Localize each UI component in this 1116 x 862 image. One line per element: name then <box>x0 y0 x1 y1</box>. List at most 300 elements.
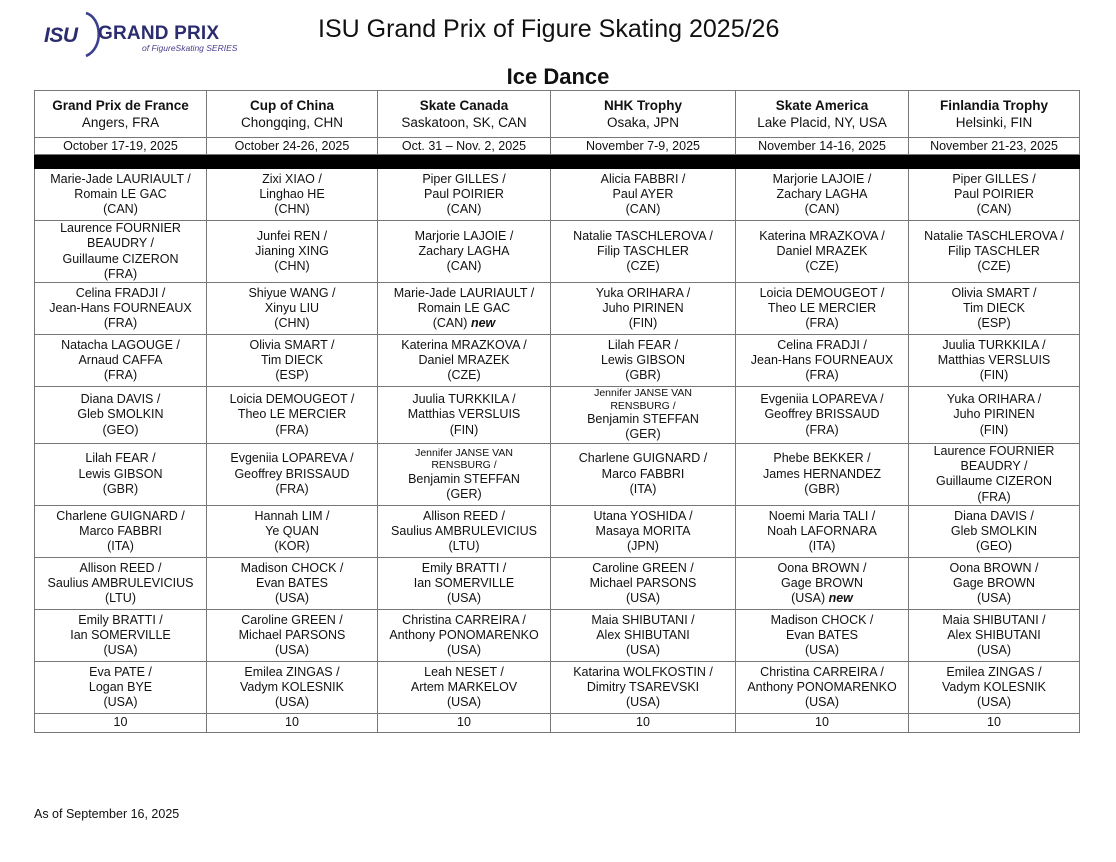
entry-cell <box>736 221 909 283</box>
entry-cell <box>35 335 207 387</box>
entry-cell <box>551 557 736 609</box>
entry-text: (USA) <box>274 591 310 606</box>
entry-line <box>911 423 1077 438</box>
entry-line <box>380 229 548 244</box>
entry-cell <box>736 169 909 221</box>
entry-line <box>738 539 906 554</box>
entry-line <box>553 695 733 710</box>
separator-cell <box>207 155 378 169</box>
entry-line <box>911 665 1077 680</box>
separator-cell <box>909 155 1080 169</box>
entry-line <box>37 187 204 202</box>
entry-text: Emilea ZINGAS / <box>946 664 1042 679</box>
separator-cell <box>378 155 551 169</box>
entry-cell <box>909 505 1080 557</box>
entry-text: (JPN) <box>627 539 659 554</box>
entry-line <box>553 353 733 368</box>
entry-line <box>553 680 733 695</box>
entry-cell <box>207 335 378 387</box>
entry-line <box>380 202 548 217</box>
entry-text: Maia SHIBUTANI / <box>591 612 695 627</box>
logo-series-text: of FigureSkating SERIES <box>142 43 238 53</box>
entry-cell <box>909 387 1080 444</box>
entry-line <box>911 316 1077 331</box>
entry-text: Piper GILLES / <box>422 171 506 186</box>
entry-line <box>911 172 1077 187</box>
entry-text: (LTU) <box>104 591 136 606</box>
entry-line <box>911 591 1077 606</box>
entry-text: (USA) <box>791 591 826 606</box>
entry-text: Romain LE GAC <box>417 301 511 316</box>
entry-text: Lilah FEAR / <box>85 451 156 466</box>
entry-line <box>738 423 906 438</box>
entry-cell <box>909 443 1080 505</box>
entry-text: Jean-Hans FOURNEAUX <box>750 353 894 368</box>
entry-text: (FIN) <box>449 422 479 437</box>
entry-line <box>553 628 733 643</box>
entry-text: Loicia DEMOUGEOT / <box>759 285 885 300</box>
entry-text: Marjorie LAJOIE / <box>414 228 514 243</box>
entry-line <box>738 576 906 591</box>
entry-text: Piper GILLES / <box>952 171 1036 186</box>
entry-text: (FRA) <box>103 266 138 281</box>
entry-text: Paul POIRIER <box>954 186 1034 201</box>
entry-text: (CAN) <box>432 316 468 331</box>
entry-text: Marco FABBRI <box>79 523 162 538</box>
entry-text: Madison CHOCK / <box>240 560 344 575</box>
entry-line <box>380 316 548 331</box>
entry-line <box>553 229 733 244</box>
entry-line <box>209 187 375 202</box>
entry-text: Juho PIRINEN <box>602 301 684 316</box>
entry-line <box>911 202 1077 217</box>
entry-line <box>380 680 548 695</box>
entry-count: 10 <box>207 713 378 732</box>
entry-line <box>738 316 906 331</box>
entry-line <box>553 427 733 442</box>
entry-line <box>209 368 375 383</box>
entry-line <box>553 451 733 466</box>
entry-text: Ian SOMERVILLE <box>413 575 515 590</box>
entry-text: Yuka ORIHARA / <box>946 392 1042 407</box>
entry-line <box>380 259 548 274</box>
entry-text: Noah LAFORNARA <box>767 523 877 538</box>
entry-text: Natacha LAGOUGE / <box>61 337 180 352</box>
entry-line <box>553 524 733 539</box>
entry-text: Emilea ZINGAS / <box>244 664 340 679</box>
table-row <box>35 221 1080 283</box>
table-row <box>35 443 1080 505</box>
entry-text: Charlene GUIGNARD / <box>578 451 708 466</box>
entry-line <box>380 613 548 628</box>
entry-text: Theo LE MERCIER <box>767 301 877 316</box>
entry-line <box>209 643 375 658</box>
entry-text: Anthony PONOMARENKO <box>389 627 539 642</box>
entry-line <box>738 286 906 301</box>
entry-line <box>738 301 906 316</box>
entry-text: (CZE) <box>447 368 481 383</box>
entry-line <box>738 392 906 407</box>
logo-isu-text: ISU <box>44 24 78 47</box>
entry-text: Matthias VERSLUIS <box>937 353 1051 368</box>
event-header-cell <box>909 91 1080 138</box>
entry-cell <box>207 221 378 283</box>
entry-cell <box>378 335 551 387</box>
entry-cell <box>35 443 207 505</box>
event-dates: October 24-26, 2025 <box>207 138 378 155</box>
entry-cell <box>909 557 1080 609</box>
as-of-date: As of September 16, 2025 <box>34 807 180 821</box>
entry-text: (CAN) <box>625 202 661 217</box>
entry-line <box>209 467 375 482</box>
entry-text: Marie-Jade LAURIAULT / <box>393 285 535 300</box>
entry-text: (FRA) <box>805 316 839 331</box>
entry-text: Christina CARREIRA / <box>402 612 526 627</box>
entry-line <box>911 229 1077 244</box>
entry-text: (ITA) <box>107 539 134 554</box>
entry-line <box>209 628 375 643</box>
entry-text: (FRA) <box>103 316 138 331</box>
entry-text: Saulius AMBRULEVICIUS <box>391 523 537 538</box>
entry-line <box>37 467 204 482</box>
entry-text: (FRA) <box>977 489 1011 504</box>
entry-line <box>209 172 375 187</box>
entry-line <box>911 643 1077 658</box>
entry-text: Allison REED / <box>423 508 505 523</box>
entry-text: Noemi Maria TALI / <box>768 508 876 523</box>
entry-cell <box>551 609 736 661</box>
entry-line <box>37 423 204 438</box>
entry-cell <box>207 283 378 335</box>
entry-line <box>209 695 375 710</box>
entry-text: (GBR) <box>625 368 661 383</box>
entry-line <box>209 259 375 274</box>
entry-text: Christina CARREIRA / <box>760 664 884 679</box>
entry-line <box>738 561 906 576</box>
entry-line <box>380 487 548 502</box>
entry-line <box>380 407 548 422</box>
entry-line <box>553 259 733 274</box>
event-dates: November 7-9, 2025 <box>551 138 736 155</box>
entry-cell <box>378 169 551 221</box>
entry-line <box>738 202 906 217</box>
entry-text: Matthias VERSLUIS <box>407 407 521 422</box>
event-name: Finlandia Trophy <box>939 98 1048 113</box>
entry-line <box>209 202 375 217</box>
entry-text: Anthony PONOMARENKO <box>747 679 897 694</box>
entry-line <box>553 467 733 482</box>
entry-small-line: Jennifer JANSE VAN <box>594 387 692 400</box>
entry-text: Loicia DEMOUGEOT / <box>229 392 355 407</box>
entry-line <box>37 613 204 628</box>
entry-text: Katarina WOLFKOSTIN / <box>573 664 713 679</box>
entry-line <box>209 353 375 368</box>
entry-text: (CHN) <box>274 259 310 274</box>
entry-line <box>738 482 906 497</box>
entry-text: Benjamin STEFFAN <box>587 412 699 427</box>
entry-cell <box>909 609 1080 661</box>
entry-line <box>380 628 548 643</box>
entry-line <box>911 338 1077 353</box>
entry-text: Guillaume CIZERON <box>62 251 179 266</box>
entry-text: (KOR) <box>274 539 310 554</box>
event-header-cell <box>207 91 378 138</box>
entry-text: Katerina MRAZKOVA / <box>401 337 527 352</box>
table-row <box>35 283 1080 335</box>
entry-line <box>911 259 1077 274</box>
entry-line <box>553 368 733 383</box>
entry-text: Daniel MRAZEK <box>418 353 510 368</box>
entry-text: Geoffrey BRISSAUD <box>764 407 880 422</box>
entry-text: Utana YOSHIDA / <box>593 508 693 523</box>
entry-line <box>738 524 906 539</box>
entry-line <box>37 301 204 316</box>
entry-cell <box>378 221 551 283</box>
entries-table <box>34 90 1080 733</box>
entry-text: Michael PARSONS <box>238 627 346 642</box>
entry-text: Lewis GIBSON <box>600 353 686 368</box>
entry-line <box>37 236 204 251</box>
entry-line <box>209 244 375 259</box>
entry-line <box>738 628 906 643</box>
entry-line <box>380 509 548 524</box>
entry-small-line: RENSBURG / <box>431 459 497 472</box>
entry-line <box>553 591 733 606</box>
entry-text: (CZE) <box>626 259 660 274</box>
entry-line <box>380 368 548 383</box>
entry-text: (USA) <box>103 643 138 658</box>
entry-line <box>553 643 733 658</box>
event-location: Helsinki, FIN <box>955 115 1033 130</box>
entry-line <box>37 539 204 554</box>
entry-line <box>911 561 1077 576</box>
table-row <box>35 505 1080 557</box>
entry-text: Paul AYER <box>612 186 674 201</box>
entry-text: Emily BRATTI / <box>78 612 163 627</box>
event-name: NHK Trophy <box>603 98 682 113</box>
entry-line <box>209 680 375 695</box>
entry-text: Guillaume CIZERON <box>936 474 1052 489</box>
entry-line <box>738 451 906 466</box>
entry-text: Laurence FOURNIER <box>933 443 1055 458</box>
entry-line <box>380 338 548 353</box>
entry-line <box>209 539 375 554</box>
entry-line <box>37 202 204 217</box>
entry-cell <box>736 387 909 444</box>
entry-line <box>380 643 548 658</box>
entry-text: (USA) <box>976 591 1012 606</box>
entry-line <box>380 172 548 187</box>
entry-text: (USA) <box>274 695 310 710</box>
entry-line <box>37 680 204 695</box>
entry-line <box>911 509 1077 524</box>
entry-line <box>911 524 1077 539</box>
entry-text: (FRA) <box>103 368 138 383</box>
entry-line <box>209 509 375 524</box>
entry-text: Marjorie LAJOIE / <box>772 171 872 186</box>
entry-text: Dimitry TSAREVSKI <box>586 679 700 694</box>
entry-line <box>911 244 1077 259</box>
table-row <box>35 557 1080 609</box>
entry-line <box>209 665 375 680</box>
entry-text: Saulius AMBRULEVICIUS <box>47 575 194 590</box>
entry-line <box>380 472 548 487</box>
entry-line <box>380 591 548 606</box>
entry-line <box>738 509 906 524</box>
entry-line <box>37 509 204 524</box>
entry-line <box>738 467 906 482</box>
entry-text: (ESP) <box>275 368 309 383</box>
page-title: ISU Grand Prix of Figure Skating 2025/26 <box>318 15 780 43</box>
entry-text: Gleb SMOLKIN <box>77 407 164 422</box>
entry-line <box>553 187 733 202</box>
entry-cell <box>736 557 909 609</box>
entry-line <box>37 524 204 539</box>
entry-text: Benjamin STEFFAN <box>408 471 520 486</box>
event-dates: October 17-19, 2025 <box>35 138 207 155</box>
entry-cell <box>909 335 1080 387</box>
entry-line <box>209 286 375 301</box>
entry-text: Olivia SMART / <box>249 337 335 352</box>
entry-line <box>37 172 204 187</box>
entry-text: (USA) <box>804 695 840 710</box>
entry-cell <box>551 661 736 713</box>
entry-text: Celina FRADJI / <box>777 337 867 352</box>
event-header-cell <box>35 91 207 138</box>
entry-line <box>37 561 204 576</box>
entry-text: Arnaud CAFFA <box>78 353 163 368</box>
entry-cell <box>35 661 207 713</box>
entry-text: (FIN) <box>979 368 1009 383</box>
entry-text: Lilah FEAR / <box>607 337 679 352</box>
entry-cell <box>378 557 551 609</box>
entry-text: Evgeniia LOPAREVA / <box>760 392 884 407</box>
entry-text: (USA) <box>103 695 138 710</box>
entry-text: BEAUDRY / <box>960 459 1028 474</box>
entry-line <box>380 244 548 259</box>
entry-line <box>553 316 733 331</box>
entry-line <box>738 259 906 274</box>
entry-cell <box>207 169 378 221</box>
entry-line <box>911 353 1077 368</box>
entry-line <box>37 695 204 710</box>
entry-cell <box>35 283 207 335</box>
entry-line <box>380 695 548 710</box>
entry-line <box>553 172 733 187</box>
entry-line <box>37 286 204 301</box>
entry-text: (ESP) <box>977 316 1011 331</box>
entry-text: (CZE) <box>805 259 839 274</box>
entry-text: Zachary LAGHA <box>776 186 868 201</box>
entry-text: Oona BROWN / <box>949 560 1039 575</box>
entry-line <box>209 482 375 497</box>
event-location: Lake Placid, NY, USA <box>757 115 887 130</box>
entry-text: (CAN) <box>103 202 138 217</box>
event-location: Saskatoon, SK, CAN <box>401 115 527 130</box>
entry-line <box>553 338 733 353</box>
entry-text: Tim DIECK <box>260 353 324 368</box>
entry-text: (ITA) <box>629 482 657 497</box>
entry-text: Vadym KOLESNIK <box>942 679 1046 694</box>
entry-line <box>209 451 375 466</box>
entry-cell <box>207 609 378 661</box>
entry-small-line: Jennifer JANSE VAN <box>415 446 513 459</box>
entry-small-line: RENSBURG / <box>610 399 676 412</box>
entry-text: (USA) <box>625 591 661 606</box>
entry-text: Alex SHIBUTANI <box>947 627 1041 642</box>
entry-line <box>209 301 375 316</box>
entry-line <box>380 301 548 316</box>
entry-text: Juulia TURKKILA / <box>942 337 1046 352</box>
entry-line <box>553 576 733 591</box>
entry-text: (USA) <box>976 643 1012 658</box>
entry-line <box>209 338 375 353</box>
entry-line <box>37 338 204 353</box>
entry-line <box>738 680 906 695</box>
entry-text: Leah NESET / <box>424 664 504 679</box>
entry-line <box>911 286 1077 301</box>
separator-cell <box>736 155 909 169</box>
entry-cell <box>551 335 736 387</box>
entry-cell <box>35 505 207 557</box>
entry-text: Filip TASCHLER <box>948 243 1040 258</box>
entry-line <box>37 353 204 368</box>
event-header-cell <box>551 91 736 138</box>
entry-cell <box>207 557 378 609</box>
entry-cell <box>736 609 909 661</box>
entry-line <box>380 576 548 591</box>
entry-line <box>380 561 548 576</box>
isu-grand-prix-logo <box>44 10 238 58</box>
entry-text: James HERNANDEZ <box>762 466 882 481</box>
entry-text: Diana DAVIS / <box>954 508 1034 523</box>
event-name: Grand Prix de France <box>52 98 189 113</box>
entry-text: (CAN) <box>446 202 482 217</box>
event-location: Chongqing, CHN <box>240 115 344 130</box>
entry-line <box>911 368 1077 383</box>
entry-text: Oona BROWN / <box>777 560 867 575</box>
entry-text: Olivia SMART / <box>951 285 1037 300</box>
entry-text: (GEO) <box>975 539 1013 554</box>
entry-line <box>911 474 1077 489</box>
entry-cell <box>35 387 207 444</box>
entry-text: Paul POIRIER <box>424 186 504 201</box>
entry-cell <box>35 609 207 661</box>
event-name: Cup of China <box>250 98 334 113</box>
entry-line <box>738 229 906 244</box>
entry-text: (FIN) <box>979 422 1009 437</box>
entry-line <box>553 482 733 497</box>
entry-line <box>209 423 375 438</box>
entry-line <box>380 423 548 438</box>
entry-line <box>37 451 204 466</box>
entry-line <box>911 680 1077 695</box>
entry-text: Filip TASCHLER <box>597 243 689 258</box>
entry-cell <box>909 283 1080 335</box>
entry-text: Michael PARSONS <box>589 575 697 590</box>
entry-line <box>553 412 733 427</box>
event-dates: November 14-16, 2025 <box>736 138 909 155</box>
entry-line <box>37 482 204 497</box>
entry-count: 10 <box>909 713 1080 732</box>
event-location: Osaka, JPN <box>606 115 680 130</box>
entry-text: Katerina MRAZKOVA / <box>759 228 885 243</box>
entry-text: (FRA) <box>275 482 309 497</box>
entry-text: Juho PIRINEN <box>953 407 1035 422</box>
entry-line <box>209 613 375 628</box>
entry-line <box>738 407 906 422</box>
entry-cell <box>551 283 736 335</box>
